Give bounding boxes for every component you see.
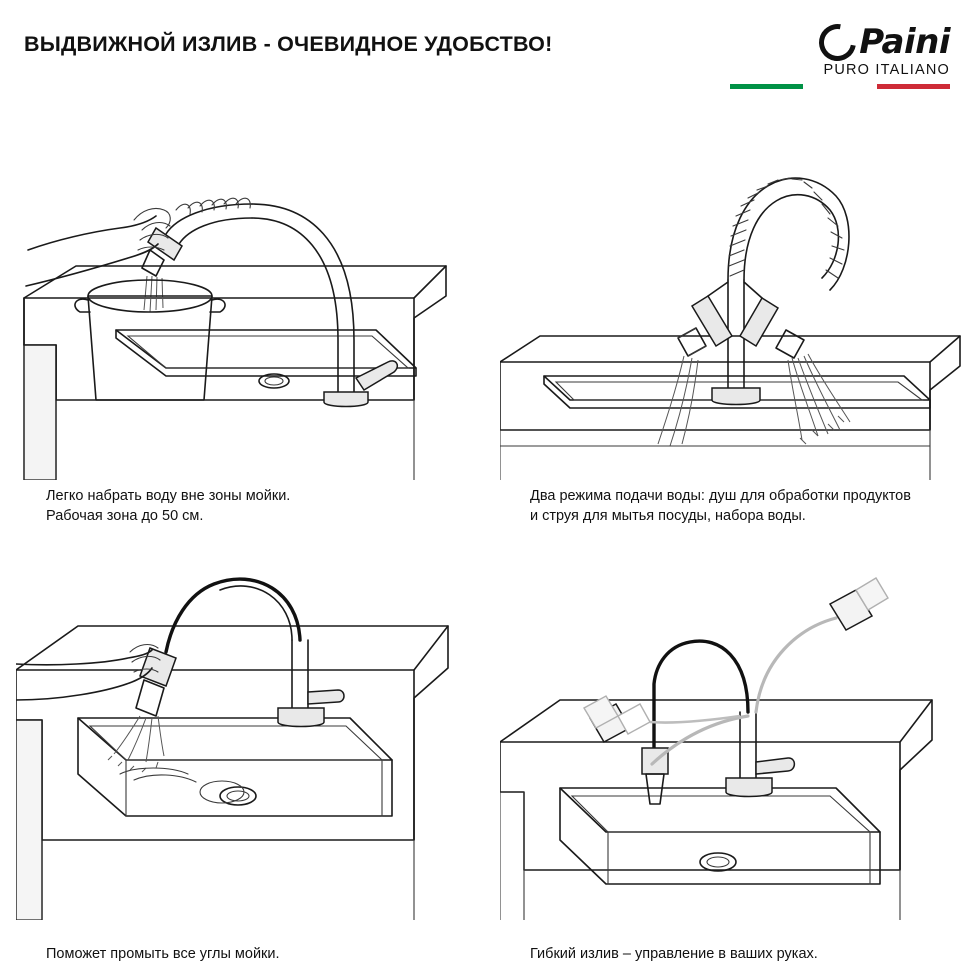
- caption-line: Рабочая зона до 50 см.: [46, 508, 204, 524]
- caption-line: Поможет промыть все углы мойки.: [46, 946, 280, 962]
- panel-1: [16, 100, 486, 530]
- page-title: ВЫДВИЖНОЙ ИЗЛИВ - ОЧЕВИДНОЕ УДОБСТВО!: [24, 32, 553, 56]
- panel-3: [16, 540, 486, 970]
- caption-line: Два режима подачи воды: душ для обработки продуктов: [530, 488, 911, 504]
- panel-grid: [0, 100, 970, 970]
- panel-4-caption: [530, 944, 970, 964]
- logo-wordmark: Paini: [859, 22, 950, 62]
- panel-4: [500, 540, 970, 970]
- logo-mark: [730, 22, 950, 62]
- brand-logo: [730, 22, 950, 94]
- rinsing-sink-corners-illustration: [16, 540, 486, 920]
- caption-line: Гибкий излив – управление в ваших руках.: [530, 946, 818, 962]
- panel-2-caption: [530, 486, 970, 526]
- caption-line: Легко набрать воду вне зоны мойки.: [46, 488, 291, 504]
- caption-line: и струя для мытья посуды, набора воды.: [530, 508, 806, 524]
- logo-tagline: PURO ITALIANO: [823, 62, 950, 78]
- poster-header: [0, 22, 970, 100]
- panel-2: [500, 100, 970, 530]
- panel-3-caption: [46, 944, 486, 964]
- panel-1-caption: [46, 486, 486, 526]
- pull-out-spout-filling-pot-illustration: [16, 100, 486, 480]
- paini-c-icon: [812, 16, 864, 68]
- two-water-modes-shower-and-stream-illustration: [500, 100, 970, 480]
- italian-flag-icon: [730, 84, 950, 89]
- flexible-spout-in-your-hands-illustration: [500, 540, 970, 920]
